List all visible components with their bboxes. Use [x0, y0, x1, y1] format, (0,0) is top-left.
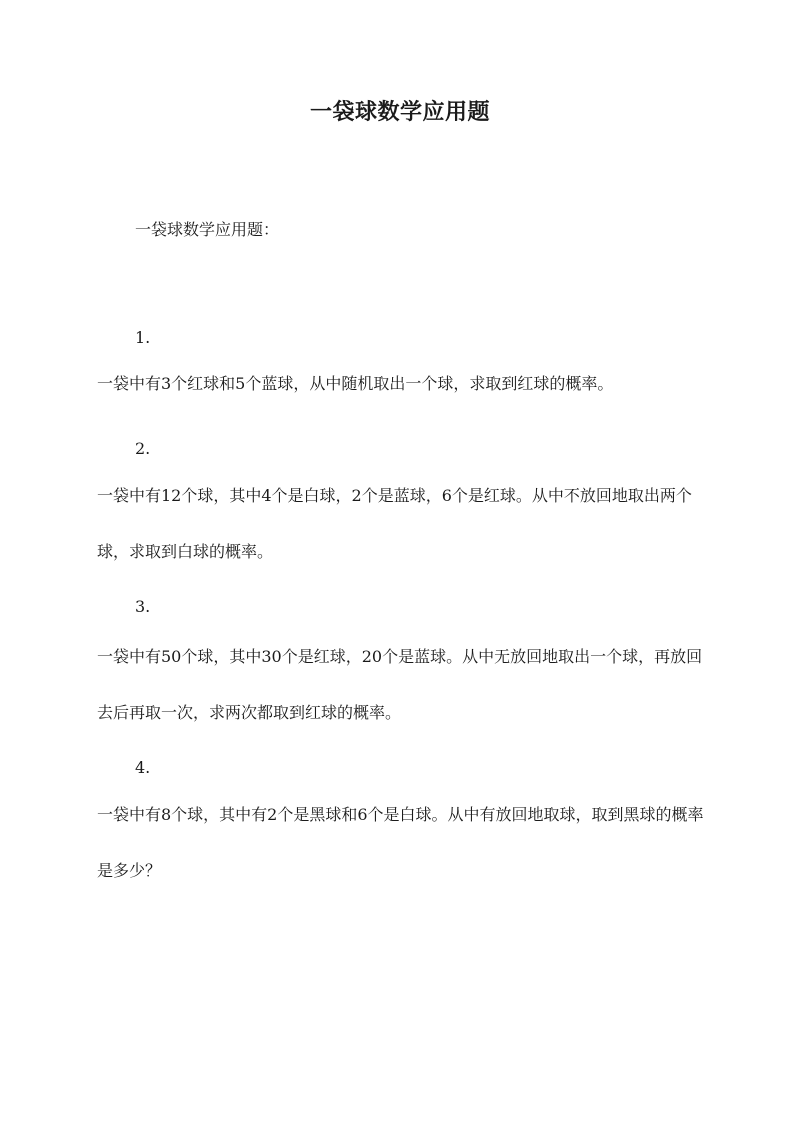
question-2-number: 2. — [135, 439, 151, 458]
question-2-text: 一袋中有12个球，其中4个是白球，2个是蓝球，6个是红球。从中不放回地取出两个球，求取到白球的概率。 — [97, 486, 692, 561]
question-4-number: 4. — [135, 758, 151, 777]
page-title: 一袋球数学应用题 — [309, 99, 490, 125]
question-4-text: 一袋中有8个球，其中有2个是黑球和6个是白球。从中有放回地取球，取到黑球的概率是多少？ — [97, 805, 704, 880]
question-1-text: 一袋中有3个红球和5个蓝球，从中随机取出一个球，求取到红球的概率。 — [97, 374, 614, 393]
question-3-text: 一袋中有50个球，其中30个是红球，20个是蓝球。从中无放回地取出一个球，再放回去后再取一次，求两次都取到红球的概率。 — [97, 647, 703, 722]
question-1-number: 1. — [135, 328, 151, 347]
question-3-number: 3. — [135, 597, 151, 616]
intro-text: 一袋球数学应用题： — [135, 220, 280, 239]
